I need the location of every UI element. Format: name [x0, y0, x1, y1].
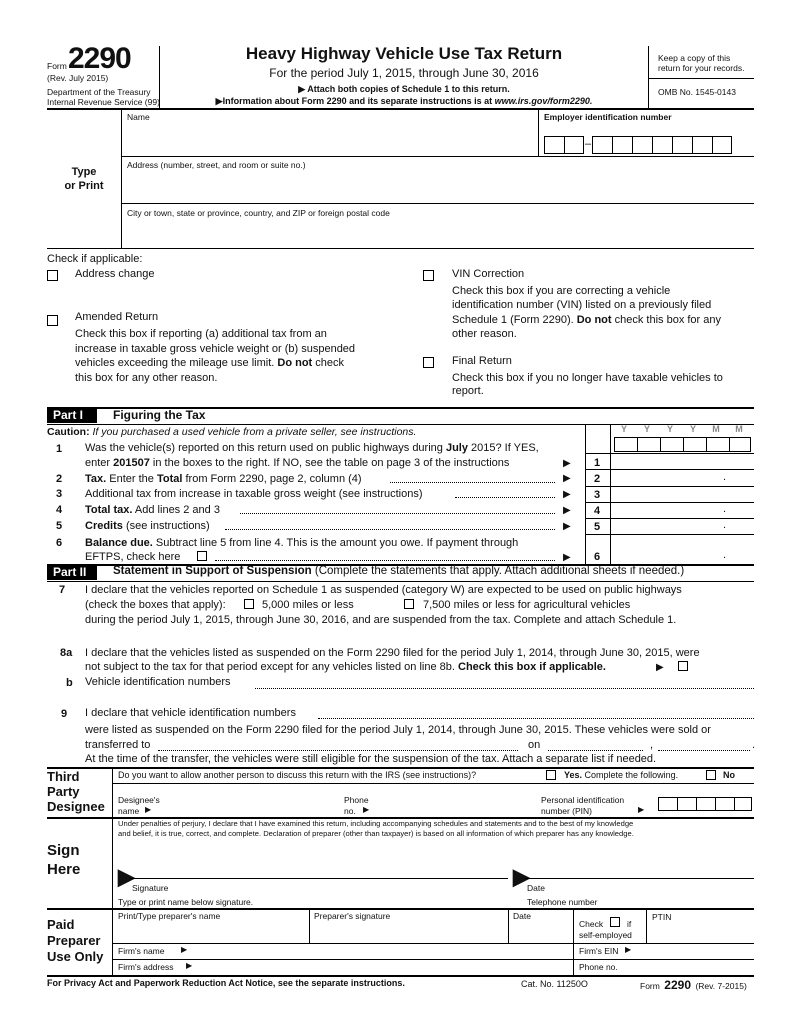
form-word: Form: [47, 61, 67, 71]
part1-title: Figuring the Tax: [113, 408, 206, 422]
caution-note: Caution: If you purchased a used vehicle from a private seller, see instructions.: [47, 426, 417, 438]
form-number: 2290: [68, 42, 131, 75]
not-subject-checkbox[interactable]: [678, 661, 688, 671]
part2-title: Statement in Support of Suspension (Complete the statements that apply. Attach additional sheets if needed.): [113, 565, 685, 577]
ptin-field[interactable]: [650, 922, 752, 941]
firm-phone-field[interactable]: [625, 960, 752, 974]
amended-return-checkbox[interactable]: [47, 315, 58, 326]
form-title: Heavy Highway Vehicle Use Tax Return: [245, 44, 563, 63]
line4-amount-field[interactable]: .: [723, 503, 727, 515]
preparer-signature-field[interactable]: [312, 922, 506, 941]
print-label: or Print: [64, 180, 104, 192]
firm-ein-field[interactable]: [640, 944, 752, 958]
address-change-label: Address change: [75, 268, 155, 280]
line9-vin-field[interactable]: [318, 718, 754, 719]
vin-correction-checkbox[interactable]: [423, 270, 434, 281]
5000-miles-label: 5,000 miles or less: [262, 599, 354, 611]
date-wedge-icon: ▶: [513, 864, 530, 889]
amended-return-label: Amended Return: [75, 311, 159, 323]
revision: (Rev. July 2015): [47, 73, 109, 83]
transferee-field[interactable]: [158, 750, 518, 751]
firm-name-field[interactable]: [196, 944, 571, 958]
footer-form-id: Form 2290 (Rev. 7-2015): [640, 978, 747, 992]
5000-miles-checkbox[interactable]: [244, 599, 254, 609]
7500-miles-label: 7,500 miles or less for agricultural vehicles: [423, 599, 631, 611]
sign-date-field[interactable]: [530, 850, 750, 876]
designee-yes-checkbox[interactable]: [546, 770, 556, 780]
designee-pin-field[interactable]: [658, 797, 752, 811]
7500-miles-checkbox[interactable]: [404, 599, 414, 609]
self-employed-checkbox[interactable]: [610, 917, 620, 927]
vin-list-field[interactable]: [255, 688, 754, 689]
designee-phone-field[interactable]: [378, 795, 528, 815]
keep-copy-note: Keep a copy of this return for your records.: [658, 53, 745, 73]
designee-no-checkbox[interactable]: [706, 770, 716, 780]
name-label: Name: [127, 112, 150, 122]
ein-label: Employer identification number: [544, 112, 672, 122]
part1-label: Part I: [47, 408, 97, 423]
preparer-date-field[interactable]: [511, 922, 571, 941]
omb-number: OMB No. 1545-0143: [658, 87, 736, 97]
taxpayer-signature-field[interactable]: [135, 850, 505, 876]
tax-period: For the period July 1, 2015, through June 30, 2016: [269, 66, 539, 80]
department: Department of the Treasury: [47, 87, 151, 97]
line6-amount-field[interactable]: .: [723, 549, 727, 561]
firm-address-field[interactable]: [200, 960, 571, 974]
info-line: ▶Information about Form 2290 and its separate instructions is at www.irs.gov/form2290.: [215, 96, 593, 106]
line3-amount-field[interactable]: [612, 487, 752, 501]
signature-wedge-icon: ▶: [118, 864, 135, 889]
city-field[interactable]: [124, 218, 752, 246]
address-label: Address (number, street, and room or suite no.): [127, 160, 306, 170]
address-change-checkbox[interactable]: [47, 270, 58, 281]
transfer-date-field[interactable]: [548, 750, 643, 751]
final-return-checkbox[interactable]: [423, 357, 434, 368]
line2-amount-field[interactable]: .: [723, 471, 727, 483]
designee-name-field[interactable]: [160, 795, 335, 815]
transfer-year-field[interactable]: [658, 750, 750, 751]
check-heading: Check if applicable:: [47, 253, 143, 265]
info-url[interactable]: www.irs.gov/form2290.: [494, 96, 593, 106]
name-field[interactable]: [124, 122, 534, 154]
city-label: City or town, state or province, country, and ZIP or foreign postal code: [127, 208, 390, 218]
ein-suffix-field[interactable]: [592, 136, 732, 154]
type-label: Type: [71, 166, 97, 178]
part2-label: Part II: [47, 565, 97, 580]
attach-instruction: ▶ Attach both copies of Schedule 1 to this return.: [298, 84, 510, 94]
privacy-notice: For Privacy Act and Paperwork Reduction Act Notice, see the separate instructions.: [47, 978, 405, 988]
eftps-checkbox[interactable]: [197, 551, 207, 561]
final-return-label: Final Return: [452, 355, 512, 367]
address-field[interactable]: [124, 170, 752, 201]
line5-amount-field[interactable]: .: [723, 519, 727, 531]
ein-dash: –: [585, 138, 592, 150]
irs-label: Internal Revenue Service (99): [47, 97, 160, 107]
catalog-number: Cat. No. 11250O: [521, 979, 588, 989]
preparer-name-field[interactable]: [116, 922, 306, 941]
vin-correction-label: VIN Correction: [452, 268, 525, 280]
